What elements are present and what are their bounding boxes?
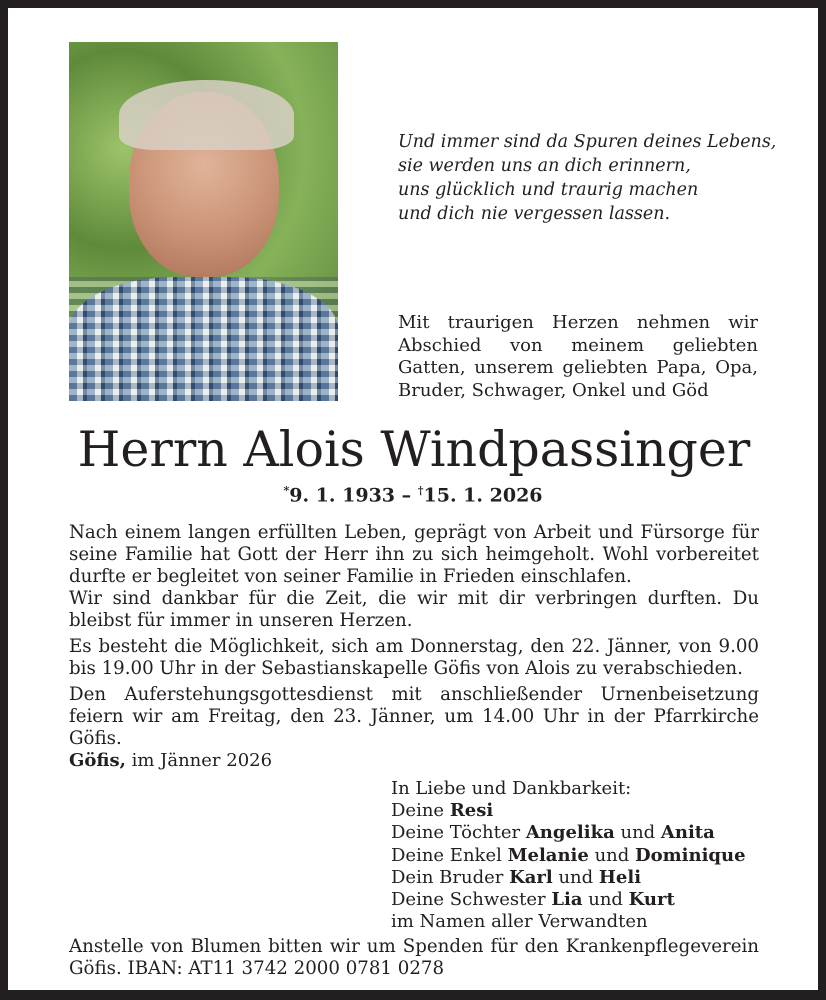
signature-closing: im Namen aller Verwandten <box>391 911 648 933</box>
shirt <box>69 277 338 401</box>
mourner-line: Deine Resi <box>391 800 494 822</box>
date: im Jänner 2026 <box>125 750 273 771</box>
body-text <box>69 522 759 754</box>
signature-heading: In Liebe und Dankbarkeit: <box>391 778 632 799</box>
mourner-line: Deine Schwester Lia und Kurt <box>391 889 675 911</box>
mourner-line: Dein Bruder Karl und Heli <box>391 866 642 888</box>
hair <box>119 80 294 150</box>
portrait-photo <box>69 42 338 401</box>
quote-line: und dich nie vergessen lassen. <box>398 204 671 224</box>
quote-line: Und immer sind da Spuren deines Lebens, <box>398 132 777 152</box>
memorial-quote <box>398 130 776 226</box>
mourner-line: Deine Enkel Melanie und Dominique <box>391 844 746 866</box>
life-dates <box>8 484 818 506</box>
date-separator: – <box>395 484 418 507</box>
paragraph: Nach einem langen erfüllten Leben, geprägt von Arbeit und Fürsorge für seine Familie hat Gott der Herr ihn zu sich heimgeholt. Wohl vorbereitet durfte er begleitet von seiner Familie in Frieden einschlafen. <box>69 522 759 587</box>
quote-line: uns glücklich und traurig machen <box>398 180 699 200</box>
donation-note: Anstelle von Blumen bitten wir um Spenden für den Krankenpflegeverein Göfis. IBAN: AT11 3742 2000 0781 0278 <box>69 936 759 979</box>
signature-block <box>391 778 746 933</box>
town: Göfis, <box>69 750 126 771</box>
birth-date: 9. 1. 1933 <box>289 484 396 507</box>
place-date <box>69 750 272 771</box>
intro-text: Mit traurigen Herzen nehmen wir Abschied von meinem geliebten Gatten, unserem geliebten Papa, Opa, Bruder, Schwager, Onkel und Göd <box>398 312 758 401</box>
paragraph: Es besteht die Möglichkeit, sich am Donnerstag, den 22. Jänner, von 9.00 bis 19.00 Uhr in der Sebastianskapelle Göfis von Alois zu verabschieden. <box>69 636 759 679</box>
deceased-name: Herrn Alois Windpassinger <box>77 421 751 478</box>
death-date: 15. 1. 2026 <box>423 484 543 507</box>
mourner-line: Deine Töchter Angelika und Anita <box>391 822 715 844</box>
paragraph: Den Auferstehungsgottesdienst mit anschließender Urnenbeisetzung feiern wir am Freitag, den 23. Jänner, um 14.00 Uhr in der Pfarrkirche Göfis. <box>69 684 759 749</box>
paragraph: Wir sind dankbar für die Zeit, die wir mit dir verbringen durften. Du bleibst für immer in unseren Herzen. <box>69 588 759 631</box>
birth-symbol: * <box>283 484 290 497</box>
obituary-notice <box>8 8 818 990</box>
death-symbol: † <box>417 484 424 497</box>
quote-line: sie werden uns an dich erinnern, <box>398 156 691 176</box>
